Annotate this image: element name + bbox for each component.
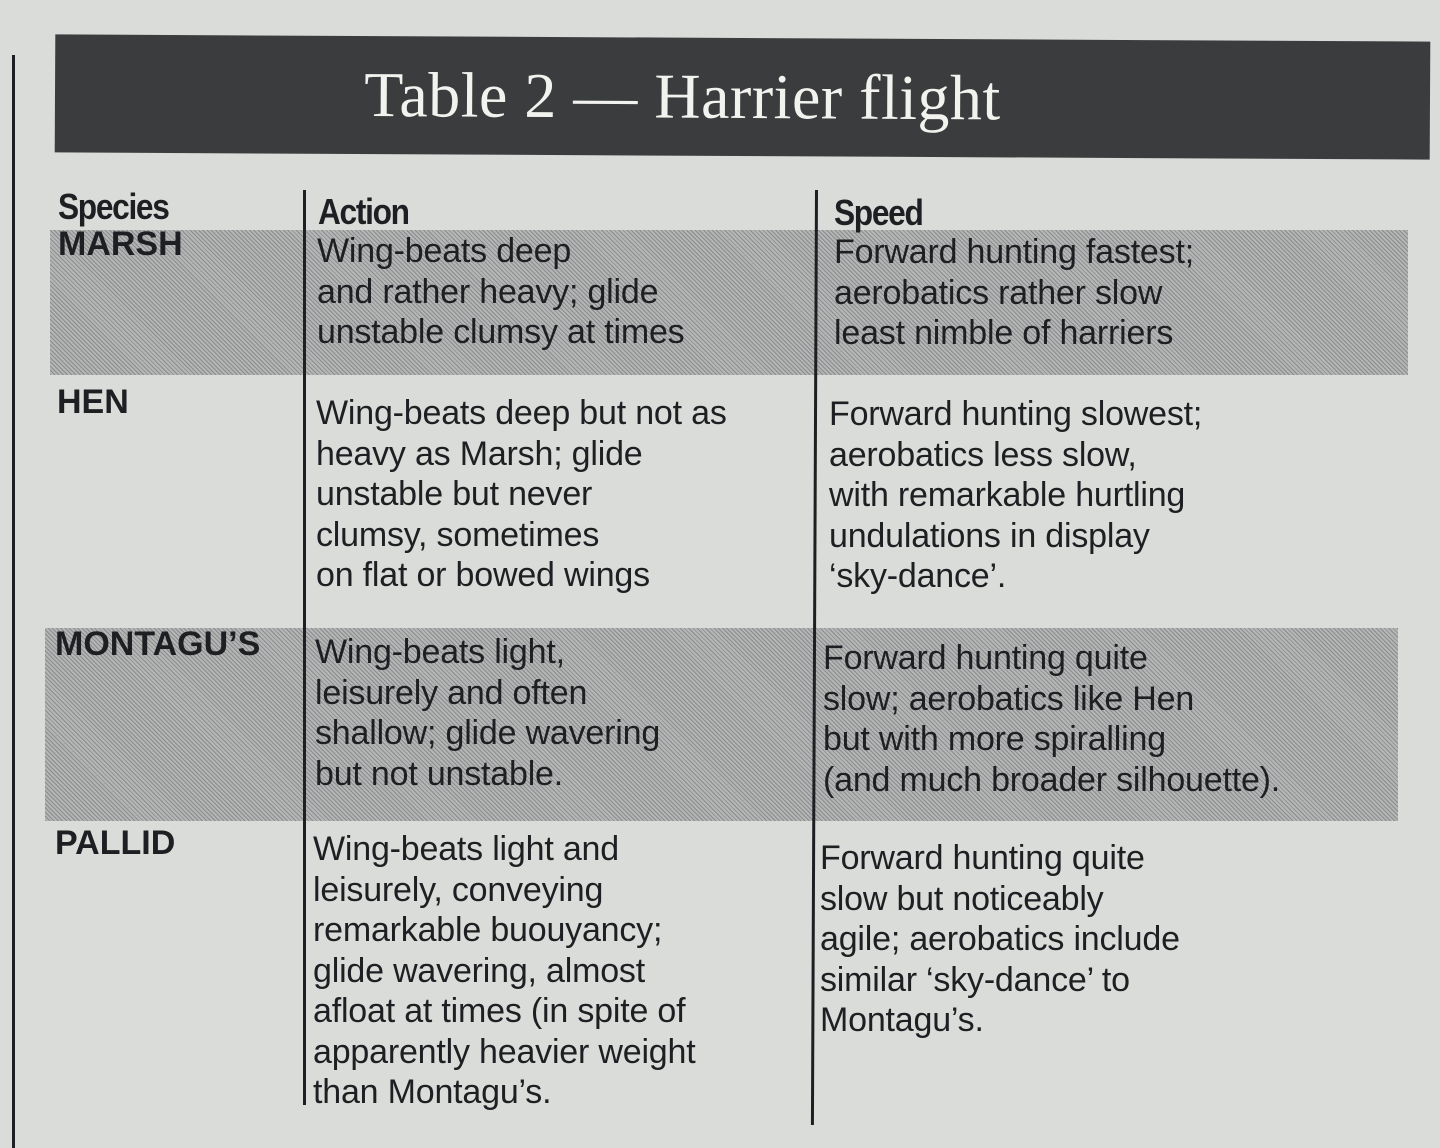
action-montagus: Wing-beats light, leisurely and often shallow; glide wavering but not unstable. bbox=[315, 633, 661, 793]
action-marsh: Wing-beats deep and rather heavy; glide unstable clumsy at times bbox=[317, 232, 685, 351]
speed-hen: Forward hunting slowest; aerobatics less slow, with remarkable hurtling undulations in display ‘sky-dance’. bbox=[829, 395, 1203, 595]
speed-pallid: Forward hunting quite slow but noticeably agile; aerobatics include similar ‘sky-dance’ to Montagu’s. bbox=[820, 839, 1180, 1039]
header-species: Species bbox=[58, 186, 169, 227]
species-hen: HEN bbox=[57, 383, 129, 421]
header-speed: Speed bbox=[834, 192, 923, 233]
table-title: Table 2 — Harrier flight bbox=[364, 59, 1001, 134]
header-action: Action bbox=[318, 191, 409, 232]
species-pallid: PALLID bbox=[55, 824, 176, 862]
speed-marsh: Forward hunting fastest; aerobatics rather slow least nimble of harriers bbox=[834, 233, 1194, 352]
action-hen: Wing-beats deep but not as heavy as Marsh; glide unstable but never clumsy, sometimes on flat or bowed wings bbox=[316, 394, 727, 594]
speed-montagus: Forward hunting quite slow; aerobatics like Hen but with more spiralling (and much broader silhouette). bbox=[823, 639, 1281, 799]
species-montagus: MONTAGU’S bbox=[55, 625, 261, 663]
species-marsh: MARSH bbox=[58, 225, 183, 263]
shaded-row-band-marsh bbox=[50, 230, 1408, 375]
action-pallid: Wing-beats light and leisurely, conveying remarkable buouyancy; glide wavering, almost afloat at times (in spite of apparently heavier weight than Montagu’s. bbox=[313, 830, 696, 1111]
column-divider-species-action bbox=[303, 190, 306, 1105]
